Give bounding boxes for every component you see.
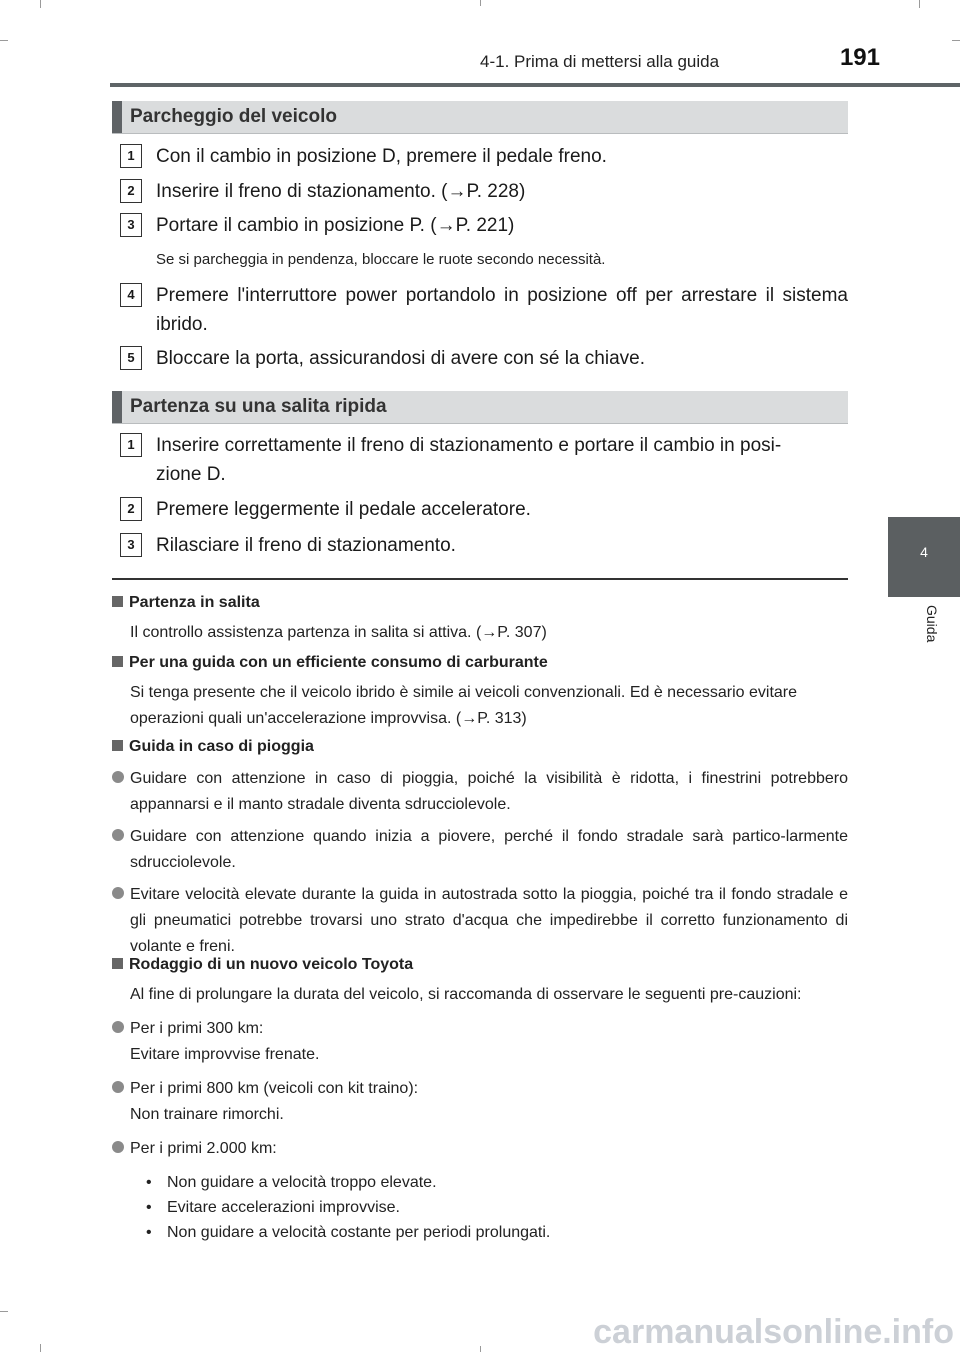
dot-bullet-icon: • [146,1199,152,1216]
section-heading [112,101,848,134]
list-item [112,1136,848,1162]
step-number: 1 [120,433,142,457]
watermark: carmanualsonline.info [593,1313,954,1351]
round-bullet-icon [112,1141,124,1153]
info-block [112,650,848,732]
step-item [120,531,848,560]
list-item [112,882,848,960]
crop-mark [480,1346,481,1352]
step-item [120,431,848,489]
info-heading-text: Rodaggio di un nuovo veicolo Toyota [129,956,414,973]
step-text: Inserire correttamente il freno di stazionamento e portare il cambio in posi-zione D. [156,435,782,485]
list-item [112,824,848,876]
step-number: 4 [120,283,142,307]
chapter-tab: 4 [888,517,960,597]
round-bullet-icon [112,771,124,783]
square-bullet-icon [112,596,123,607]
crop-mark [40,0,41,8]
section-heading-bar [112,391,122,423]
list-item-text: Evitare velocità elevate durante la guida in autostrada sotto la pioggia, poiché tra il fondo stradale e gli pneumatici potrebbe trovarsi uno strato d'acqua che impedirebbe il corretto funzionamento di volante e freni. [130,886,848,955]
info-heading-text: Guida in caso di pioggia [129,738,314,755]
crop-mark [0,40,8,41]
info-text: Al fine di prolungare la durata del veicolo, si raccomanda di osservare le seguenti pre-cauzioni: [130,986,802,1003]
step-text: Premere l'interruttore power portandolo in posizione off per arrestare il sistema ibrido. [156,285,848,335]
step-number: 1 [120,144,142,168]
step-item [120,344,848,373]
sub-list-item [112,1195,848,1220]
sub-list-text: Non guidare a velocità troppo elevate. [167,1174,437,1191]
step-item [120,281,848,339]
list-item-subtext: Non trainare rimorchi. [130,1106,284,1123]
step-text: Bloccare la porta, assicurandosi di avere con sé la chiave. [156,348,645,369]
info-text: Il controllo assistenza partenza in salita si attiva. (→P. 307) [130,624,547,641]
section-heading [112,391,848,424]
step-number: 2 [120,497,142,521]
list-item [112,1076,848,1128]
list-item-text: Guidare con attenzione in caso di pioggia, poiché la visibilità è ridotta, i finestrini potrebbero appannarsi e il manto stradale diventa sdrucciolevole. [130,770,848,813]
crop-mark [952,40,960,41]
sub-list-item [112,1220,848,1245]
info-block [112,952,848,1245]
crop-mark [919,0,920,8]
info-text: Si tenga presente che il veicolo ibrido è simile ai veicoli convenzionali. Ed è necessario evitare operazioni quali un'accelerazione improvvisa. (→P. 313) [130,684,798,727]
square-bullet-icon [112,740,123,751]
chapter-tab-label: Guida [924,605,940,643]
sub-list-text: Non guidare a velocità costante per periodi prolungati. [167,1224,551,1241]
list-item [112,1016,848,1068]
info-block [112,590,848,646]
round-bullet-icon [112,1021,124,1033]
step-number: 5 [120,346,142,370]
section-heading-text: Partenza su una salita ripida [130,396,387,417]
info-heading-text: Partenza in salita [129,594,260,611]
sub-list-text: Evitare accelerazioni improvvise. [167,1199,400,1216]
crop-mark [480,0,481,6]
step-number: 3 [120,213,142,237]
step-text: Premere leggermente il pedale acceleratore. [156,499,531,520]
header-rule [110,83,960,87]
step-item [120,495,848,524]
info-heading [112,952,848,978]
dot-bullet-icon: • [146,1224,152,1241]
sub-list-item [112,1170,848,1195]
crop-mark [0,1311,8,1312]
dot-bullet-icon: • [146,1174,152,1191]
list-item-text: Per i primi 800 km (veicoli con kit traino): [130,1080,419,1097]
sub-list [112,1170,848,1245]
crop-mark [40,1344,41,1352]
round-bullet-icon [112,829,124,841]
step-text: Rilasciare il freno di stazionamento. [156,535,456,556]
list-item-text: Per i primi 300 km: [130,1020,264,1037]
step-item [120,211,848,240]
info-heading [112,590,848,616]
step-item [120,142,848,171]
info-block [112,734,848,960]
list-item [112,766,848,818]
step-number: 3 [120,533,142,557]
info-heading [112,734,848,760]
step-text: Con il cambio in posizione D, premere il pedale freno. [156,146,607,167]
section-heading-text: Parcheggio del veicolo [130,106,337,127]
info-heading [112,650,848,676]
round-bullet-icon [112,1081,124,1093]
round-bullet-icon [112,887,124,899]
step-text: Inserire il freno di stazionamento. (→P. 228) [156,181,526,202]
step-note: Se si parcheggia in pendenza, bloccare le ruote secondo necessità. [156,251,606,268]
divider [112,578,848,580]
list-item-text: Guidare con attenzione quando inizia a piovere, perché il fondo stradale sarà partico-larmente sdrucciolevole. [130,828,848,871]
square-bullet-icon [112,656,123,667]
square-bullet-icon [112,958,123,969]
info-heading-text: Per una guida con un efficiente consumo di carburante [129,654,548,671]
step-item [120,177,848,206]
list-item-subtext: Evitare improvvise frenate. [130,1046,320,1063]
page-number: 191 [839,44,880,71]
step-number: 2 [120,179,142,203]
chapter-title: 4-1. Prima di mettersi alla guida [480,52,720,71]
step-text: Portare il cambio in posizione P. (→P. 221) [156,215,515,236]
section-heading-bar [112,101,122,133]
list-item-text: Per i primi 2.000 km: [130,1140,277,1157]
